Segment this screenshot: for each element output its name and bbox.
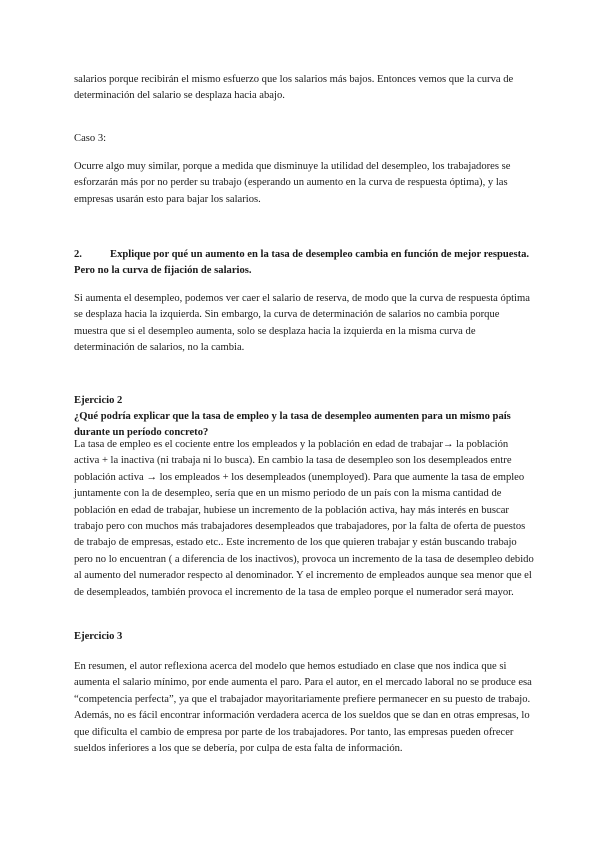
ejercicio-3-body: En resumen, el autor reflexiona acerca del modelo que hemos estudiado en clase que nos indica que si aumenta el salario mínimo, por ende aumenta el paro. Para el autor, en el mercado laboral no se produce esa “competencia perfecta”, ya que el trabajador mayoritariamente prefiere permanecer en su puesto de trabajo. Además, no es fácil encontrar información verdadera acerca de los sueldos que se dan en otras empresas, lo que dificulta el cambio de empresa por parte de los trabajadores. Por tanto, las empresas pueden ofrecer sueldos inferiores a los que se debería, por culpa de esta falta de información. [74,661,532,755]
question-2-text: Explique por qué un aumento en la tasa de desempleo cambia en función de mejor respuesta. Pero no la curva de fijación de salarios. [74,249,530,277]
caso3-body: Ocurre algo muy similar, porque a medida que disminuye la utilidad del desempleo, los trabajadores se esforzarán más por no perder su trabajo (esperando un aumento en la curva de respuesta óptima), y las empresas usarán esto para bajar los salarios. [74,161,511,205]
ejercicio-3-heading: Ejercicio 3 [74,631,123,642]
ejercicio-2-question: ¿Qué podría explicar que la tasa de empleo y la tasa de desempleo aumenten para un mismo país durante un período concreto? [74,411,511,439]
paragraph-salarios: salarios porque recibirán el mismo esfuerzo que los salarios más bajos. Entonces vemos que la curva de determinación del salario se desplaza hacia abajo. [74,74,514,102]
caso3-heading: Caso 3: [74,133,107,144]
question-2-number: 2. [74,249,82,260]
ejercicio-2-heading: Ejercicio 2 [74,395,123,406]
ejercicio-2-body: La tasa de empleo es el cociente entre los empleados y la población en edad de trabajar→ la población activa + la inactiva (ni trabaja ni lo busca). En cambio la tasa de desempleo son los desempleados entre población activa → los empleados + los desempleados (unemployed). Para que aumente la tasa de empleo juntamente con la de desempleo, sería que en un mismo periodo de un país con la misma cantidad de población en edad de trabajar, hubiese un incremento de la población activa, hay más interés en buscar trabajo pero con muchos más trabajadores desempleados que trabajadores, por la falta de oferta de puestos de trabajo de empresas, estado etc.. Este incremento de los que quieren trabajar y están buscando trabajo pero no lo encuentran ( a diferencia de los inactivos), provoca un incremento de la tasa de desempleo debido al aumento del numerador respecto al denominador. Y el incremento de empleados aunque sea menor que el de desempleados, también provoca el incremento de la tasa de empleo porque el numerador será mayor. [74,439,534,598]
question-2 [74,247,534,280]
question-2-answer: Si aumenta el desempleo, podemos ver caer el salario de reserva, de modo que la curva de respuesta óptima se desplaza hacia la izquierda. Sin embargo, la curva de determinación de salarios no cambia porque muestra que si el desempleo aumenta, solo se desplaza hacia la izquierda en la misma curva de determinación de salarios, no la cambia. [74,293,530,354]
